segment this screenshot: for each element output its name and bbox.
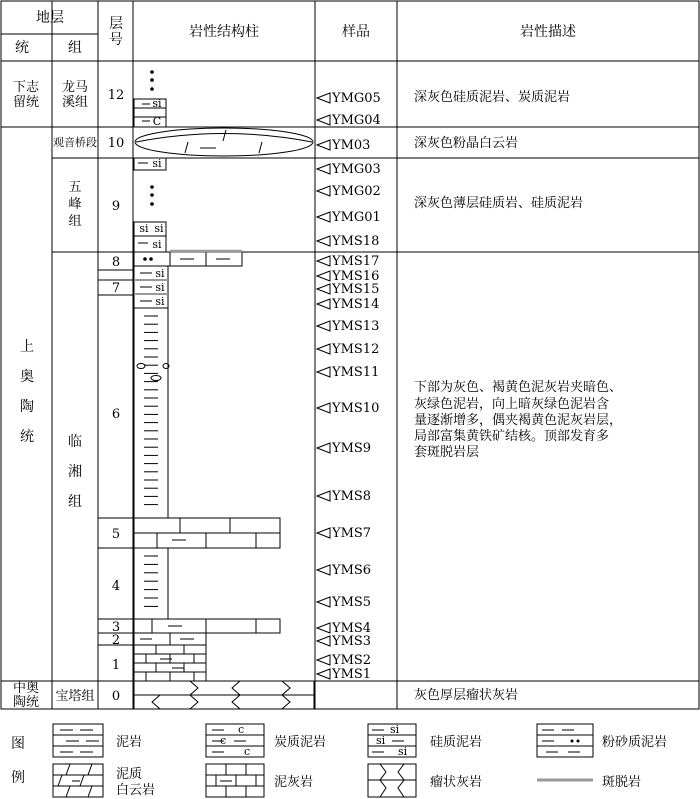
sample-marker-icon bbox=[317, 491, 330, 501]
group-longmaxi-2: 溪组 bbox=[61, 95, 89, 110]
sample-label: YMS8 bbox=[332, 489, 372, 504]
system-middle-ordovician-1: 中奥 bbox=[12, 681, 40, 696]
unit-2 bbox=[134, 633, 206, 645]
sample-marker-icon bbox=[317, 344, 330, 354]
unit-3 bbox=[134, 619, 280, 633]
descriptions bbox=[414, 89, 622, 703]
sample-label: YMS17 bbox=[332, 254, 380, 269]
legend-label-nodular-limestone: 瘤状灰岩 bbox=[430, 775, 483, 790]
group-guanyinqiao: 观音桥段 bbox=[53, 136, 97, 149]
sample-markers bbox=[317, 91, 381, 682]
layer-9: 9 bbox=[111, 199, 121, 214]
legend-title-1: 图 bbox=[11, 736, 25, 752]
legend-label-carbonaceous-mudstone: 炭质泥岩 bbox=[274, 735, 327, 750]
sample-label: YMS13 bbox=[332, 319, 380, 334]
sample-label: YM03 bbox=[332, 138, 371, 153]
sample-label: YMS2 bbox=[332, 653, 372, 668]
si-mark: si bbox=[376, 734, 386, 747]
unit-10 bbox=[135, 128, 313, 156]
unit-8 bbox=[134, 251, 242, 266]
sample-marker-icon bbox=[317, 284, 330, 294]
description-10: 深灰色粉晶白云岩 bbox=[414, 136, 519, 151]
legend-bentonite bbox=[537, 774, 641, 790]
description-12: 深灰色硅质泥岩、炭质泥岩 bbox=[414, 90, 571, 105]
sample-label: YMS9 bbox=[332, 441, 372, 456]
sample-marker-icon bbox=[317, 597, 330, 607]
layer-6: 6 bbox=[111, 407, 121, 422]
legend-carbonaceous-mudstone bbox=[206, 723, 326, 758]
sample-marker-icon bbox=[317, 93, 330, 103]
sample-label: YMG02 bbox=[332, 184, 381, 199]
layer-7: 7 bbox=[111, 281, 121, 296]
group-wufeng-2: 峰 bbox=[68, 197, 82, 212]
layer-2: 2 bbox=[111, 633, 121, 648]
si-mark: si bbox=[390, 723, 400, 736]
sample-marker-icon bbox=[317, 367, 330, 377]
layer-numbers bbox=[108, 88, 125, 704]
sample-label: YMS12 bbox=[332, 342, 380, 357]
sample-label: YMS16 bbox=[332, 269, 380, 284]
sample-label: YMS15 bbox=[332, 282, 380, 297]
sample-label: YMS10 bbox=[332, 401, 380, 416]
sample-marker-icon bbox=[317, 321, 330, 331]
sample-marker-icon bbox=[317, 443, 330, 453]
sample-label: YMG03 bbox=[332, 162, 381, 177]
legend-siliceous-mudstone bbox=[368, 723, 482, 758]
sample-label: YMG04 bbox=[332, 113, 381, 128]
sample-marker-icon bbox=[317, 528, 330, 538]
system-upper-ordovician-3: 陶 bbox=[20, 399, 34, 415]
sample-marker-icon bbox=[317, 271, 330, 281]
sample-label: YMS11 bbox=[332, 365, 380, 380]
si-mark: si bbox=[152, 238, 162, 251]
legend-marl bbox=[206, 764, 313, 797]
legend-muddy-dolomite bbox=[53, 764, 155, 798]
description-6-line-5: 套斑脱岩层 bbox=[414, 445, 480, 460]
group-wufeng-1: 五 bbox=[68, 180, 82, 195]
si-mark: si bbox=[152, 97, 162, 110]
unit-0 bbox=[134, 681, 314, 709]
legend bbox=[11, 723, 667, 798]
unit-6 bbox=[134, 308, 169, 518]
sample-label: YMS18 bbox=[332, 234, 380, 249]
group-linxiang-2: 湘 bbox=[68, 464, 82, 480]
group-wufeng-3: 组 bbox=[68, 214, 82, 229]
unit-12 bbox=[134, 70, 166, 128]
header-description: 岩性描述 bbox=[520, 24, 576, 40]
description-6-line-4: 局部富集黄铁矿结核。顶部发育多 bbox=[414, 429, 610, 444]
system-labels bbox=[13, 79, 40, 710]
si-mark: si bbox=[152, 157, 162, 170]
unit-1 bbox=[134, 645, 206, 681]
header-layer-no-1: 层 bbox=[109, 16, 123, 32]
legend-label-mudstone: 泥岩 bbox=[116, 735, 143, 750]
system-middle-ordovician-2: 陶统 bbox=[12, 695, 40, 710]
description-6-line-3: 量逐渐增多，偶夹褐黄色泥灰岩层， bbox=[414, 413, 623, 428]
sample-label: YMS14 bbox=[332, 297, 380, 312]
legend-label-siliceous-mudstone: 硅质泥岩 bbox=[430, 735, 483, 750]
sample-label: YMS6 bbox=[332, 563, 372, 578]
lithology-column bbox=[134, 70, 314, 709]
c-mark: c bbox=[238, 723, 245, 736]
sample-label: YMS4 bbox=[332, 621, 372, 636]
system-upper-ordovician-2: 奥 bbox=[20, 369, 34, 385]
sample-marker-icon bbox=[317, 140, 330, 150]
si-mark: si bbox=[154, 222, 164, 235]
unit-9 bbox=[134, 157, 166, 252]
layer-10: 10 bbox=[107, 136, 125, 151]
sample-marker-icon bbox=[317, 565, 330, 575]
system-lower-silurian-2: 留统 bbox=[12, 95, 40, 110]
layer-4: 4 bbox=[111, 579, 121, 594]
sample-marker-icon bbox=[317, 164, 330, 174]
layer-5: 5 bbox=[111, 527, 121, 542]
unit-4 bbox=[134, 548, 168, 619]
sample-marker-icon bbox=[317, 403, 330, 413]
sample-marker-icon bbox=[317, 236, 330, 246]
sample-label: YMG01 bbox=[332, 210, 381, 225]
group-linxiang-1: 临 bbox=[68, 434, 82, 450]
sample-marker-icon bbox=[317, 186, 330, 196]
sample-marker-icon bbox=[317, 636, 330, 646]
header-layer-no-2: 号 bbox=[109, 32, 123, 48]
sample-marker-icon bbox=[317, 655, 330, 665]
sample-marker-icon bbox=[317, 115, 330, 125]
si-mark: si bbox=[155, 295, 165, 308]
unit-5 bbox=[134, 518, 280, 548]
sample-marker-icon bbox=[317, 299, 330, 309]
legend-label-bentonite: 斑脱岩 bbox=[602, 775, 642, 790]
sample-label: YMS7 bbox=[332, 526, 372, 541]
layer-12: 12 bbox=[107, 88, 125, 103]
c-mark: c bbox=[244, 745, 251, 758]
system-lower-silurian-1: 下志 bbox=[12, 80, 40, 95]
si-mark: si bbox=[398, 745, 408, 758]
header-group: 组 bbox=[68, 40, 82, 56]
sample-marker-icon bbox=[317, 669, 330, 679]
group-labels bbox=[53, 79, 97, 704]
header bbox=[15, 9, 576, 56]
system-upper-ordovician-4: 统 bbox=[20, 429, 34, 445]
si-mark: si bbox=[155, 281, 165, 294]
legend-label-silty-mudstone: 粉砂质泥岩 bbox=[602, 735, 668, 750]
sample-label: YMS3 bbox=[332, 634, 372, 649]
si-mark: si bbox=[155, 267, 165, 280]
layer-3: 3 bbox=[111, 620, 121, 635]
sample-marker-icon bbox=[317, 256, 330, 266]
legend-label-marl: 泥灰岩 bbox=[274, 775, 314, 790]
group-longmaxi-1: 龙马 bbox=[61, 80, 89, 95]
sample-label: YMG05 bbox=[332, 91, 381, 106]
description-9: 深灰色薄层硅质岩、硅质泥岩 bbox=[414, 196, 584, 211]
group-linxiang-3: 组 bbox=[68, 494, 82, 510]
unit-7-8-siliceous bbox=[134, 266, 168, 308]
layer-0: 0 bbox=[111, 689, 121, 704]
si-mark: si bbox=[139, 222, 149, 235]
legend-title-2: 例 bbox=[11, 770, 25, 786]
c-mark: c bbox=[220, 734, 227, 747]
legend-nodular-limestone bbox=[368, 764, 482, 797]
layer-1: 1 bbox=[111, 658, 121, 673]
group-baota: 宝塔组 bbox=[55, 689, 95, 704]
description-0: 灰色厚层瘤状灰岩 bbox=[414, 688, 519, 703]
header-column: 岩性结构柱 bbox=[189, 24, 259, 40]
header-sample: 样品 bbox=[342, 24, 370, 40]
description-6-line-2: 灰绿色泥岩，向上暗灰绿色泥岩含 bbox=[414, 397, 610, 412]
system-upper-ordovician-1: 上 bbox=[20, 339, 34, 355]
header-stratum: 地层 bbox=[36, 10, 64, 26]
sample-marker-icon bbox=[317, 212, 330, 222]
description-6-line-1: 下部为灰色、褐黄色泥灰岩夹暗色、 bbox=[414, 380, 623, 395]
layer-8: 8 bbox=[111, 255, 121, 270]
sample-marker-icon bbox=[317, 623, 330, 633]
legend-label-muddy-dolomite-2: 白云岩 bbox=[116, 783, 156, 798]
legend-label-muddy-dolomite-1: 泥质 bbox=[116, 767, 143, 782]
sample-label: YMS1 bbox=[332, 667, 372, 682]
legend-silty-mudstone bbox=[537, 724, 667, 757]
sample-label: YMS5 bbox=[332, 595, 372, 610]
c-mark: C bbox=[152, 115, 162, 128]
header-system: 统 bbox=[15, 40, 29, 56]
legend-mudstone bbox=[53, 724, 142, 757]
